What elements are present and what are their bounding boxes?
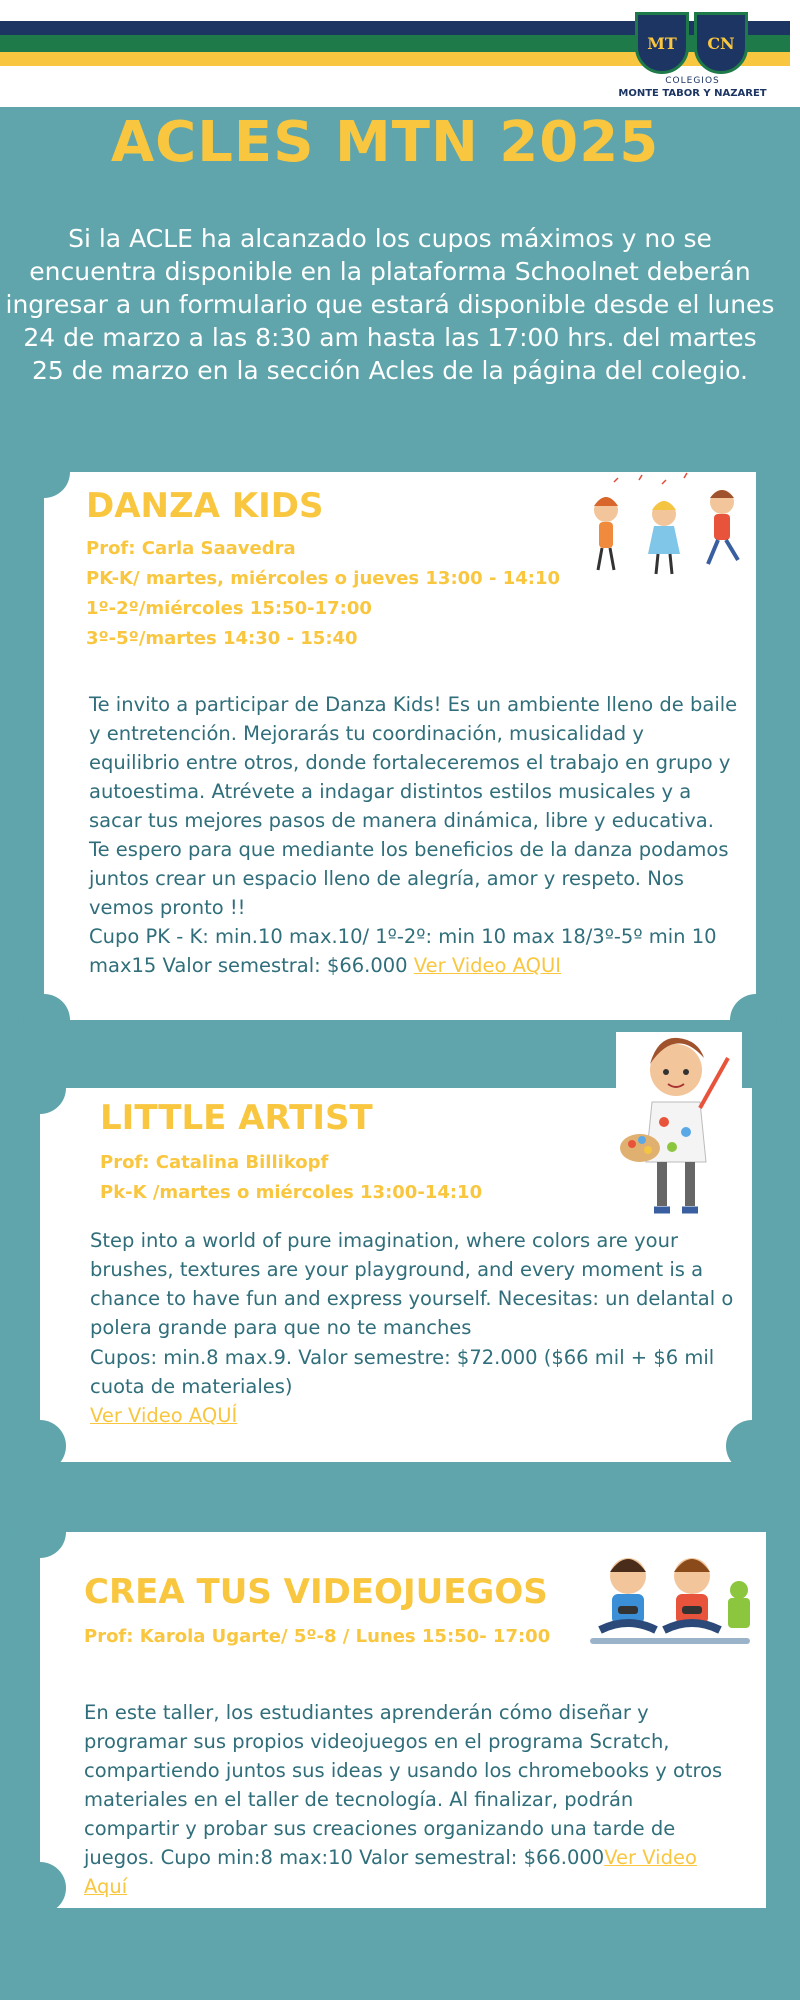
school-label-top: COLEGIOS <box>665 76 720 86</box>
card-description <box>84 1698 734 1901</box>
card-corner-notch <box>14 1506 66 1558</box>
card-description: Step into a world of pure imagination, where colors are your brushes, textures are your playground, and every moment is a chance to have fun and express yourself. Necesitas: un delantal o polera grande para que no te manches <box>90 1229 734 1339</box>
card-quota: Cupos: min.8 max.9. Valor semestre: $72.000 ($66 mil + $6 mil cuota de materiales) <box>90 1346 715 1398</box>
video-link[interactable]: Ver Video Aquí <box>84 1846 697 1898</box>
kids-gaming-illustration <box>580 1538 762 1650</box>
card-title: DANZA KIDS <box>86 486 324 526</box>
card-title: CREA TUS VIDEOJUEGOS <box>84 1572 548 1612</box>
card-quota <box>89 922 739 980</box>
video-link[interactable]: Ver Video AQUÍ <box>90 1404 238 1427</box>
card-title: LITTLE ARTIST <box>100 1098 373 1138</box>
card-corner-notch <box>14 1062 66 1114</box>
card-video-row <box>90 1401 740 1430</box>
card-corner-notch <box>14 1420 66 1472</box>
schedule-line: 3º-5º/martes 14:30 - 15:40 <box>86 628 358 649</box>
quota-text: Cupo PK - K: min.10 max.10/ 1º-2º: min 10 max 18/3º-5º min 10 max15 Valor semestral: $66.000 <box>89 925 717 977</box>
card-corner-notch <box>18 446 70 498</box>
intro-text: Si la ACLE ha alcanzado los cupos máximos y no se encuentra disponible en la plataforma Schoolnet deberán ingresar a un formulario que estará disponible desde el lunes 24 de marzo a las 8:30 am hasta las 17:00 hrs. del martes 25 de marzo en la sección Acles de la página del colegio. <box>5 224 775 385</box>
schedule-line: 1º-2º/miércoles 15:50-17:00 <box>86 598 372 619</box>
school-name: MONTE TABOR Y NAZARET <box>618 88 767 99</box>
shield-letters: MT <box>647 33 677 53</box>
card-professor: Prof: Catalina Billikopf <box>100 1152 329 1173</box>
schedule-line: Pk-K /martes o miércoles 13:00-14:10 <box>100 1182 483 1203</box>
schedule-line: PK-K/ martes, miércoles o jueves 13:00 - 14:10 <box>86 568 560 589</box>
school-shield-icon <box>694 12 748 74</box>
card-professor: Prof: Karola Ugarte/ 5º-8 / Lunes 15:50- 17:00 <box>84 1626 551 1647</box>
dancing-kids-illustration <box>584 472 756 590</box>
header-banner <box>0 0 800 107</box>
page-title: ACLES MTN 2025 <box>110 110 660 175</box>
school-shield-icon <box>635 12 689 74</box>
card-corner-notch <box>18 994 70 1046</box>
description-text: En este taller, los estudiantes aprenderán cómo diseñar y programar sus propios videojuegos en el programa Scratch, compartiendo juntos sus ideas y usando los chromebooks y otros materiales en el taller de tecnología. Al finalizar, podrán compartir y probar sus creaciones organizando una tarde de juegos. Cupo min:8 max:10 Valor semestral: $66.000 <box>84 1701 723 1869</box>
card-description: Te invito a participar de Danza Kids! Es un ambiente lleno de baile y entretención. Mejorarás tu coordinación, musicalidad y equilibrio entre otros, donde fortaleceremos el trabajo en grupo y autoestima. Atrévete a indagar distintos estilos musicales y a sacar tus mejores pasos de manera dinámica, libre y educativa. Te espero para que mediante los beneficios de la danza podamos juntos crear un espacio lleno de alegría, amor y respeto. Nos vemos pronto !! <box>89 693 738 919</box>
videojuegos-card <box>40 1532 766 1908</box>
danza-kids-card <box>44 472 756 1020</box>
boy-painter-illustration <box>616 1032 742 1222</box>
card-corner-notch <box>14 1862 66 1914</box>
video-link[interactable]: Ver Video AQUI <box>413 954 562 977</box>
shield-letters: CN <box>707 33 735 53</box>
card-professor: Prof: Carla Saavedra <box>86 538 296 559</box>
